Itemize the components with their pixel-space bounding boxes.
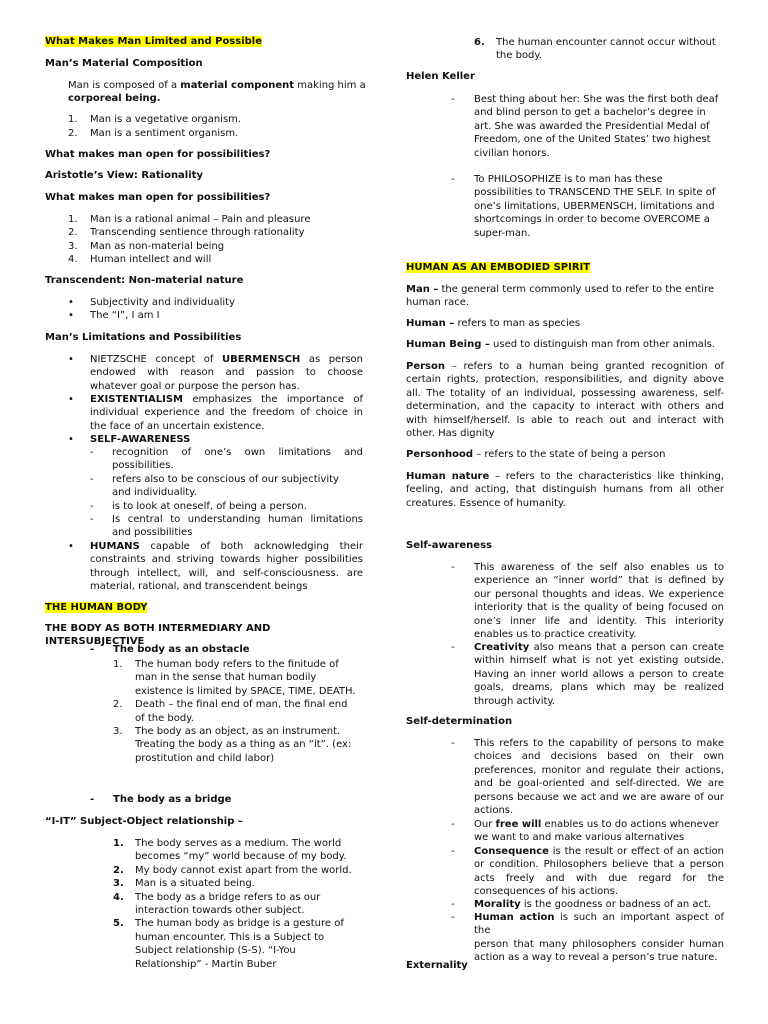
limits-heading: Man’s Limitations and Possibilities <box>45 332 242 343</box>
list-item: 3. The body as an object, as an instrument. Treating the body as a thing as an “it”. (ex: prostitution and child labor) <box>113 726 352 764</box>
definition-human-being: Human Being – used to distinguish man from other animals. <box>406 339 715 350</box>
keller-heading: Helen Keller <box>406 71 475 82</box>
existentialism-bullet: • EXISTENTIALISM emphasizes the importance of individual experience and the freedom of choice in the face of an uncertain existence. <box>68 393 363 433</box>
self-awareness-sublist <box>90 446 363 540</box>
bullet-icon <box>68 393 74 406</box>
body-title: THE HUMAN BODY <box>45 602 148 613</box>
self-awareness-bullet: • SELF-AWARENESS <box>68 433 363 446</box>
bullet-icon <box>68 296 74 309</box>
bullet-icon <box>68 540 74 553</box>
list-item: 2. Man is a sentiment organism. <box>68 128 239 139</box>
list-item: - Consequence is the result or effect of an action or condition. Philosophers believe that a person acts freely and with due regard for the consequences of his actions. <box>451 846 724 898</box>
bullet-icon <box>68 309 74 322</box>
list-item: 1. The human body refers to the finitude of man in the sense that human bodily existence is limited by SPACE, TIME, DEATH. <box>113 659 356 697</box>
nietzsche-bullet: • NIETZSCHE concept of UBERMENSCH as person endowed with reason and passion to choose whatever goal or purpose the person has. <box>68 353 363 393</box>
definition-human-nature: Human nature – refers to the characteristics like thinking, feeling, and acting, that distinguish humans from all other creatures. Essence of humanity. <box>406 471 724 509</box>
bridge-heading: - The body as a bridge <box>90 794 232 805</box>
body-subtitle: THE BODY AS BOTH INTERMEDIARY AND INTERSUBJECTIVE <box>45 623 271 647</box>
transcendent-list <box>68 296 363 323</box>
material-intro: Man is composed of a material component making him a corporeal being. <box>68 80 366 104</box>
list-item: 2. Transcending sentience through rationality <box>68 227 305 239</box>
list-item: 4. Human intellect and will <box>68 254 212 266</box>
definition-human: Human – refers to man as species <box>406 318 581 329</box>
question-heading: What makes man open for possibilities? <box>45 149 271 160</box>
obstacle-heading: - The body as an obstacle <box>90 644 250 655</box>
doc-title: What Makes Man Limited and Possible <box>45 36 263 47</box>
list-item: • Subjectivity and individuality <box>68 296 363 309</box>
list-item: - This awareness of the self also enables us to experience an “inner world” that is defined by our personal thoughts and ideas. We experience interiority that is the quality of being focused on one’s inner life and identity. This interiority enables us to practice creativity. <box>451 562 724 641</box>
question-heading: What makes man open for possibilities? <box>45 192 271 203</box>
definition-personhood: Personhood – refers to the state of being a person <box>406 449 666 460</box>
list-item: 3. Man is a situated being. <box>113 878 255 890</box>
list-item: - Is central to understanding human limitations and possibilities <box>90 514 363 539</box>
definition-person: Person – refers to a human being granted recognition of certain rights, protection, responsibilities, and dignity above all. The totality of an individual, possessing awareness, self- determination, and the capacity to interact with others and with himself/herself. Is able to reach out and interact with other. Has dignity <box>406 361 724 440</box>
material-heading: Man’s Material Composition <box>45 58 203 69</box>
list-item: - Creativity also means that a person can create within himself what is not yet existing outside. Having an inner world allows a person to create goals, dreams, plans which may be realized through activity. <box>451 642 724 707</box>
list-item: 5. The human body as bridge is a gesture of human encounter. This is a Subject to Subject relationship (S-S). “I-You Relationship” - Martin Buber <box>113 918 344 970</box>
iit-heading: “I-IT” Subject-Object relationship – <box>45 816 243 827</box>
list-item: - is to look at oneself, of being a person. <box>90 500 307 512</box>
list-item: - Our free will enables us to do actions whenever we want to and make various alternatives <box>451 819 719 844</box>
list-item: - recognition of one’s own limitations and possibilities. <box>90 447 363 472</box>
bullet-icon <box>68 433 74 446</box>
transcendent-heading: Transcendent: Non-material nature <box>45 275 244 286</box>
spirit-title: HUMAN AS AN EMBODIED SPIRIT <box>406 262 591 273</box>
list-item: • The “I”, I am I <box>68 309 363 322</box>
list-item: - Morality is the goodness or badness of an act. <box>451 899 712 910</box>
list-item: - This refers to the capability of persons to make choices and decisions based on their own preferences, monitor and regulate their actions, and be goal-oriented and self-directed. We are persons because we act and we are aware of our actions. <box>451 738 724 817</box>
obstacle-list <box>113 658 363 765</box>
list-item: 1. Man is a vegetative organism. <box>68 114 242 125</box>
list-item: 2. My body cannot exist apart from the world. <box>113 864 352 876</box>
bridge-list <box>113 837 363 971</box>
list-item: 6. The human encounter cannot occur without the body. <box>474 37 716 62</box>
list-item: 3. Man as non-material being <box>68 240 225 252</box>
definition-man: Man – the general term commonly used to refer to the entire human race. <box>406 284 715 309</box>
list-item: - Best thing about her: She was the first both deaf and blind person to get a bachelor’s degree in art. She was awarded the Presidential Medal of Freedom, one of the United States’ two highest civilian honors. <box>451 94 719 159</box>
list-item: - To PHILOSOPHIZE is to man has these possibilities to TRANSCEND THE SELF. In spite of one’s limitations, UBERMENSCH, limitations and shortcomings in order to become OVERCOME a super-man. <box>451 174 716 239</box>
list-item: - refers also to be conscious of our subjectivity and individuality. <box>90 473 339 499</box>
list-item: 4. The body as a bridge refers to as our interaction towards other subject. <box>113 891 321 917</box>
material-list <box>68 114 358 142</box>
self-awareness-heading: Self-awareness <box>406 540 492 551</box>
aristotle-heading: Aristotle’s View: Rationality <box>45 170 203 181</box>
bullet-icon <box>68 353 74 366</box>
possibility-list <box>68 213 363 267</box>
list-item: 2. Death – the final end of man, the final end of the body. <box>113 699 348 724</box>
humans-bullet: • HUMANS capable of both acknowledging their constraints and striving towards higher possibilities through intellect, will, and self-consciousness. are material, rational, and transcendent beings <box>68 540 363 594</box>
list-item: - Human action is such an important aspect of the person that many philosophers consider human action as a way to reveal a person’s true nature. <box>451 912 724 964</box>
externality-heading: Externality <box>406 960 468 971</box>
list-item: 1. The body serves as a medium. The world becomes “my” world because of my body. <box>113 838 347 863</box>
self-determination-heading: Self-determination <box>406 716 513 727</box>
list-item: 1. Man is a rational animal – Pain and pleasure <box>68 214 311 225</box>
